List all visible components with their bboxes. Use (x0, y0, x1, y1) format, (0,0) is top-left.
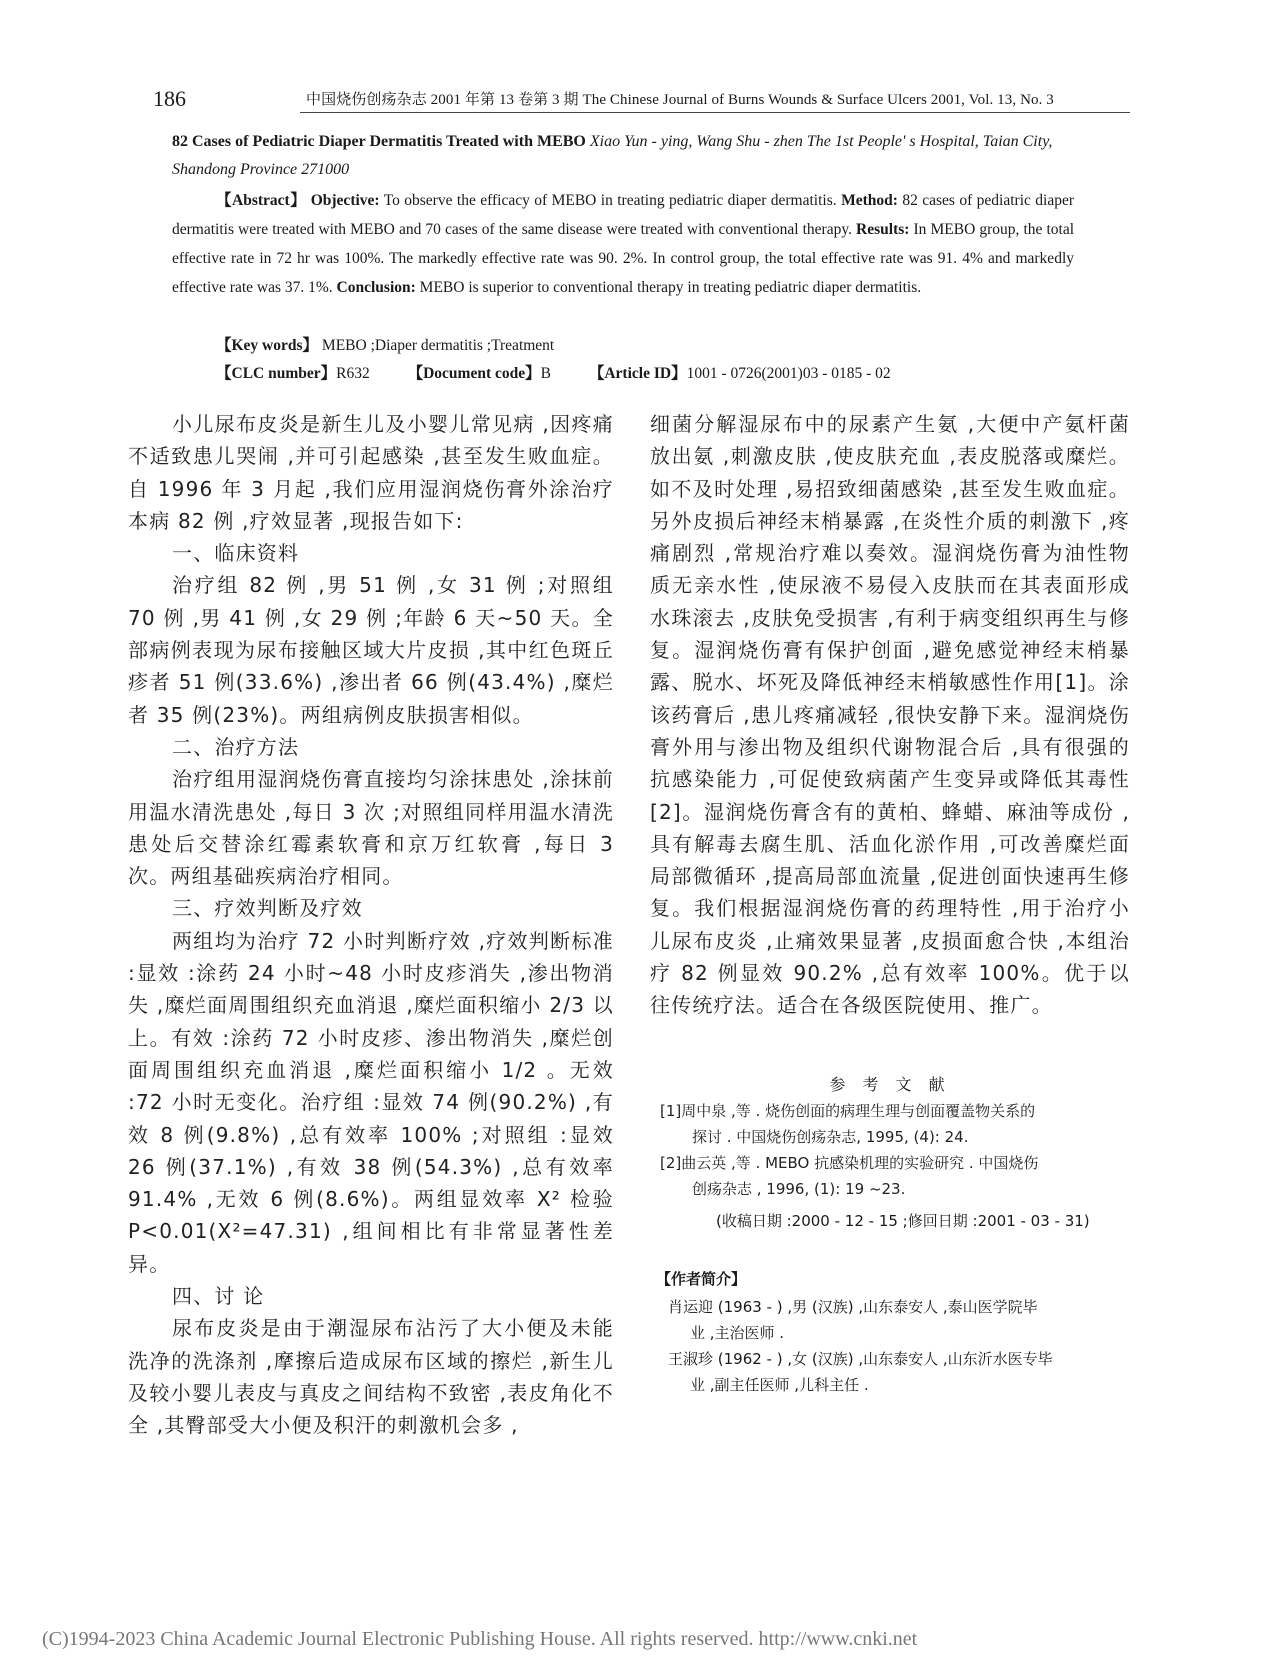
body-right-column (650, 408, 1130, 1022)
author-item-continued: 业 ,主治医师 . (690, 1324, 785, 1342)
objective-label: Objective: (310, 192, 380, 209)
conclusion-label: Conclusion: (336, 279, 416, 296)
body-left-column (128, 408, 614, 1442)
english-title: 82 Cases of Pediatric Diaper Dermatitis Treated with MEBO (172, 133, 586, 150)
objective-text: To observe the efficacy of MEBO in treating pediatric diaper dermatitis. (383, 192, 837, 209)
author-intro-list (668, 1294, 1128, 1398)
keywords-text: MEBO ;Diaper dermatitis ;Treatment (321, 337, 555, 354)
body-paragraph: 治疗组 82 例 ,男 51 例 ,女 31 例 ;对照组 70 例 ,男 41 例 ,女 29 例 ;年龄 6 天~50 天。全部病例表现为尿布接触区域大片皮损 ,其中红色斑丘疹者 51 例(33.6%) ,渗出者 66 例(43.4%) ,糜烂者 35 例(23%)。两组病例皮肤损害相似。 (128, 573, 614, 727)
section-heading: 三、疗效判断及疗效 (172, 896, 363, 921)
body-paragraph: 尿布皮炎是由于潮湿尿布沾污了大小便及未能洗净的洗涤剂 ,摩擦后造成尿布区域的擦烂 ,新生儿及较小婴儿表皮与真皮之间结构不致密 ,表皮角化不全 ,其臀部受大小便及积汗的刺激机会多 , (128, 1316, 614, 1438)
method-label: Method: (841, 192, 898, 209)
author-intro-heading: 【作者简介】 (656, 1270, 747, 1288)
body-paragraph: 两组均为治疗 72 小时判断疗效 ,疗效判断标准 :显效 :涂药 24 小时~48 小时皮疹消失 ,渗出物消失 ,糜烂面周围组织充血消退 ,糜烂面积缩小 2/3 以上。有效 :涂药 72 小时皮疹、渗出物消失 ,糜烂创面周围组织充血消退 ,糜烂面积缩小 1/2 。无效 :72 小时无变化。治疗组 :显效 74 例(90.2%) ,有效 8 例(9.8%) ,总有效率 100% ;对照组 :显效 26 例(37.1%) ,有效 38 例(54.3%) ,总有效率 91.4% ,无效 6 例(8.6%)。两组显效率 X² 检验 P<0.01(X²=47.31) ,组间相比有非常显著性差异。 (128, 928, 614, 1276)
clc-label: 【CLC number】 (216, 365, 337, 382)
clc-value: R632 (336, 365, 370, 382)
reference-item: [1]周中泉 ,等 . 烧伤创面的病理生理与创面覆盖物关系的 (660, 1102, 1036, 1120)
author-item-continued: 业 ,副主任医师 ,儿科主任 . (690, 1376, 869, 1394)
abstract-label: 【Abstract】 (216, 192, 307, 209)
body-paragraph: 细菌分解湿尿布中的尿素产生氨 ,大便中产氨杆菌放出氨 ,刺激皮肤 ,使皮肤充血 ,表皮脱落或糜烂。如不及时处理 ,易招致细菌感染 ,甚至发生败血症。另外皮损后神经末梢暴露 ,在炎性介质的刺激下 ,疼痛剧烈 ,常规治疗难以奏效。湿润烧伤膏为油性物质无亲水性 ,使尿液不易侵入皮肤而在其表面形成水珠滚去 ,皮肤免受损害 ,有利于病变组织再生与修复。湿润烧伤膏有保护创面 ,避免感觉神经末梢暴露、脱水、坏死及降低神经末梢敏感性作用[1]。涂该药膏后 ,患儿疼痛减轻 ,很快安静下来。湿润烧伤膏外用与渗出物及组织代谢物混合后 ,具有很强的抗感染能力 ,可促使致病菌产生变异或降低其毒性[2]。湿润烧伤膏含有的黄柏、蜂蜡、麻油等成份 ,具有解毒去腐生肌、活血化淤作用 ,可改善糜烂面局部微循环 ,提高局部血流量 ,促进创面快速再生修复。我们根据湿润烧伤膏的药理特性 ,用于治疗小儿尿布皮炎 ,止痛效果显著 ,皮损面愈合快 ,本组治疗 82 例显效 90.2% ,总有效率 100%。优于以往传统疗法。适合在各级医院使用、推广。 (650, 412, 1130, 1018)
section-heading: 四、讨 论 (172, 1284, 265, 1309)
references-list (660, 1098, 1130, 1202)
references-title: 参 考 文 献 (829, 1075, 951, 1094)
reference-item-continued: 探讨 . 中国烧伤创疡杂志, 1995, (4): 24. (692, 1128, 969, 1146)
page-number: 186 (153, 86, 186, 111)
section-heading: 二、治疗方法 (172, 734, 300, 759)
header-rule (300, 112, 1130, 113)
article-id-label: 【Article ID】 (588, 365, 687, 382)
document-code-value: B (540, 365, 551, 382)
article-id-value: 1001 - 0726(2001)03 - 0185 - 02 (686, 365, 891, 382)
body-paragraph: 小儿尿布皮炎是新生儿及小婴儿常见病 ,因疼痛不适致患儿哭闹 ,并可引起感染 ,甚至发生败血症。自 1996 年 3 月起 ,我们应用湿润烧伤膏外涂治疗本病 82 例 ,疗效显著 ,现报告如下: (128, 412, 614, 533)
english-abstract (172, 186, 1074, 302)
document-code-label: 【Document code】 (407, 365, 541, 382)
method-text: 82 cases of pediatric diaper dermatitis were treated with MEBO and 70 cases of the same disease were treated with conventional therapy. (172, 192, 1075, 238)
keywords-label: 【Key words】 (216, 337, 319, 354)
english-authors: Xiao Yun - ying, Wang Shu - zhen The 1st People' s Hospital, Taian City, Shandong Province 271000 (172, 133, 1053, 178)
english-title-block (172, 128, 1092, 184)
keywords-line (216, 333, 554, 355)
author-item: 王淑珍 (1962 - ) ,女 (汉族) ,山东泰安人 ,山东沂水医专毕 (668, 1350, 1053, 1368)
results-text: In MEBO group, the total effective rate in 72 hr was 100%. The markedly effective rate was 90. 2%. In control group, the total effective rate was 91. 4% and markedly effective rate was 37. 1%. (172, 221, 1075, 296)
conclusion-text: MEBO is superior to conventional therapy in treating pediatric diaper dermatitis. (419, 279, 922, 296)
received-dates: (收稿日期 :2000 - 12 - 15 ;修回日期 :2001 - 03 - 31) (716, 1212, 1090, 1230)
reference-item: [2]曲云英 ,等 . MEBO 抗感染机理的实验研究 . 中国烧伤 (660, 1154, 1039, 1172)
classification-line (216, 361, 925, 383)
body-paragraph: 治疗组用湿润烧伤膏直接均匀涂抹患处 ,涂抹前用温水清洗患处 ,每日 3 次 ;对照组同样用温水清洗患处后交替涂红霉素软膏和京万红软膏 ,每日 3 次。两组基础疾病治疗相同。 (128, 767, 614, 889)
running-head: 中国烧伤创疡杂志 2001 年第 13 卷第 3 期 The Chinese Journal of Burns Wounds & Surface Ulcers 2001, Vol. 13, No. 3 (306, 92, 1054, 108)
author-item: 肖运迎 (1963 - ) ,男 (汉族) ,山东泰安人 ,泰山医学院毕 (668, 1298, 1038, 1316)
reference-item-continued: 创疡杂志 , 1996, (1): 19 ~23. (692, 1180, 906, 1198)
copyright-footer: (C)1994-2023 China Academic Journal Electronic Publishing House. All rights reserved. http://www.cnki.net (42, 1628, 918, 1650)
section-heading: 一、临床资料 (172, 541, 300, 566)
results-label: Results: (856, 221, 910, 238)
